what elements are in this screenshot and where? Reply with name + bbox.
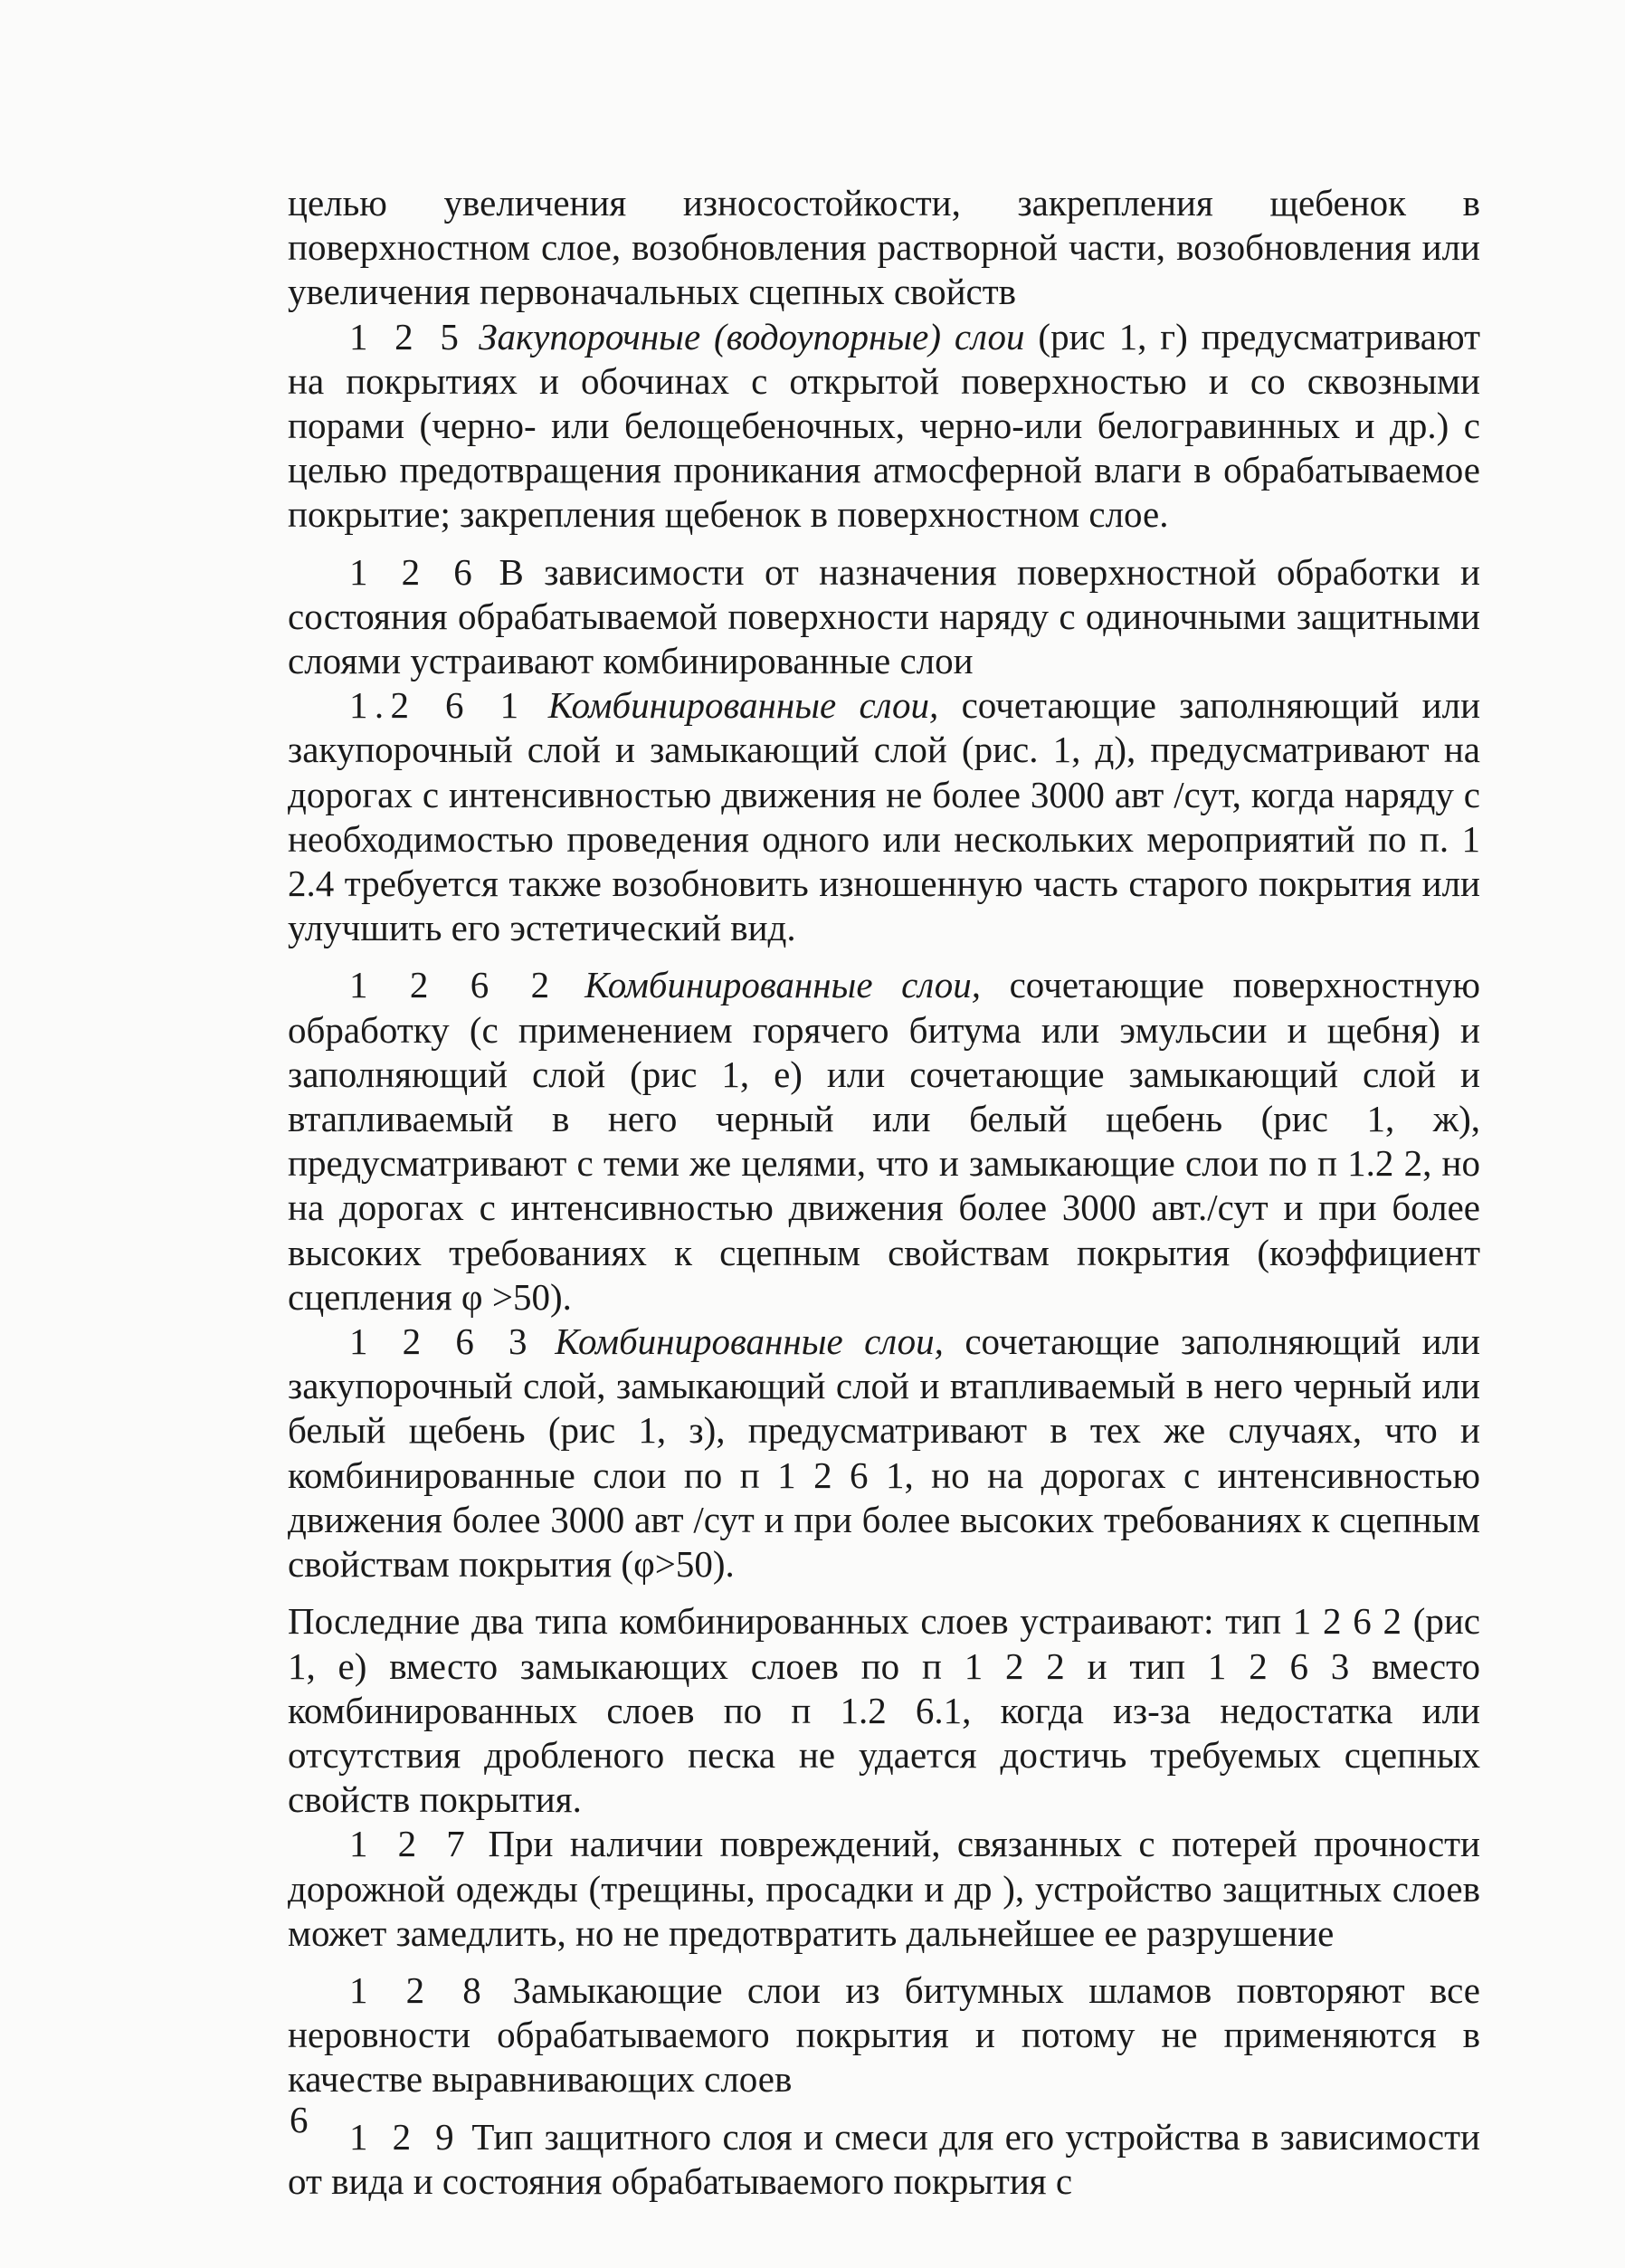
paragraph-text: Тип защитного слоя и смеси для его устройства в зависимости от вида и состояния обрабатываемого покрытия с: [288, 2115, 1480, 2202]
clause-number: 1 2 9: [349, 2115, 461, 2158]
paragraph-text: (рис 1, г) предусматривают на покрытиях и обочинах с открытой поверхностью и со сквозными порами (черно- или белощебеночных, черно-или белогравинных и др.) с целью предотвращения проникания атмосферной влаги в обрабатываемое покрытие; закрепления щебенок в поверхностном слое.: [288, 315, 1481, 536]
paragraph-1-2-6: [288, 550, 1480, 684]
paragraph-text: целью увеличения износостойкости, закрепления щебенок в поверхностном слое, возобновления растворной части, возобновления или увеличения первоначальных сцепных свойств: [288, 182, 1480, 313]
paragraph-1-2-6-2: [288, 963, 1480, 1320]
body-text: [288, 181, 1480, 2204]
paragraph-text: Последние два типа комбинированных слоев устраивают: тип 1 2 6 2 (рис 1, е) вместо замыкающих слоев по п 1 2 2 и тип 1 2 6 3 вместо комбинированных слоев по п 1.2 6.1, когда из-за недостатка или отсутствия дробленого песка не удается достичь требуемых сцепных свойств покрытия.: [288, 1600, 1480, 1821]
page-number: 6: [290, 2099, 309, 2140]
clause-number: 1 2 6: [349, 550, 480, 593]
paragraph-1-2-9: [288, 2115, 1480, 2204]
clause-term: Комбинированные слои,: [555, 1320, 944, 1363]
clause-number: 1 2 6 2: [349, 964, 556, 1006]
paragraph-text: При наличии повреждений, связанных с потерей прочности дорожной одежды (трещины, просадки и др ), устройство защитных слоев может замедлить, но не предотвратить дальнейшее ее разрушение: [288, 1823, 1480, 1954]
paragraph-1-2-8: [288, 1968, 1480, 2102]
paragraph-text: Замыкающие слои из битумных шламов повторяют все неровности обрабатываемого покрытия и потому не применяются в качестве выравнивающих слоев: [288, 1968, 1480, 2101]
paragraph-last-two-types: [288, 1599, 1480, 1822]
clause-number: 1 2 5: [349, 315, 466, 357]
clause-number: 1.2 6 1: [349, 684, 526, 727]
clause-number: 1 2 7: [349, 1823, 472, 1865]
paragraph-text: В зависимости от назначения поверхностной обработки и состояния обрабатываемой поверхности наряду с одиночными защитными слоями устраивают комбинированные слои: [288, 550, 1480, 682]
paragraph-text: сочетающие поверхностную обработку (с применением горячего битума или эмульсии и щебня) и заполняющий слой (рис 1, е) или сочетающие замыкающий слой и втапливаемый в него черный или белый щебень (рис 1, ж), предусматривают с теми же целями, что и замыкающие слои по п 1.2 2, но на дорогах с интенсивностью движения более 3000 авт./сут и при более высоких требованиях к сцепным свойствам покрытия (коэффициент сцепления φ >50).: [288, 964, 1480, 1318]
paragraph-1-2-6-1: [288, 683, 1480, 950]
paragraph-1-2-5: [288, 315, 1480, 538]
paragraph-1-2-7: [288, 1822, 1480, 1956]
clause-term: Закупорочные (водоупорные) слои: [479, 315, 1025, 357]
paragraph-continuation: [288, 181, 1480, 315]
paragraph-1-2-6-3: [288, 1320, 1480, 1587]
clause-number: 1 2 8: [349, 1968, 489, 2011]
paragraph-text: сочетающие заполняющий или закупорочный слой и замыкающий слой (рис. 1, д), предусматривают на дорогах с интенсивностью движения не более 3000 авт /сут, когда наряду с необходимостью проведения одного или нескольких мероприятий по п. 1 2.4 требуется также возобновить изношенную часть старого покрытия или улучшить его эстетический вид.: [288, 684, 1481, 949]
clause-term: Комбинированные слои,: [547, 684, 939, 727]
clause-term: Комбинированные слои,: [584, 964, 981, 1006]
paragraph-text: сочетающие заполняющий или закупорочный слой, замыкающий слой и втапливаемый в него черный или белый щебень (рис 1, з), предусматривают в тех же случаях, что и комбинированные слои по п 1 2 6 1, но на дорогах с интенсивностью движения более 3000 авт /сут и при более высоких требованиях к сцепным свойствам покрытия (φ>50).: [288, 1320, 1480, 1586]
clause-number: 1 2 6 3: [349, 1320, 534, 1363]
